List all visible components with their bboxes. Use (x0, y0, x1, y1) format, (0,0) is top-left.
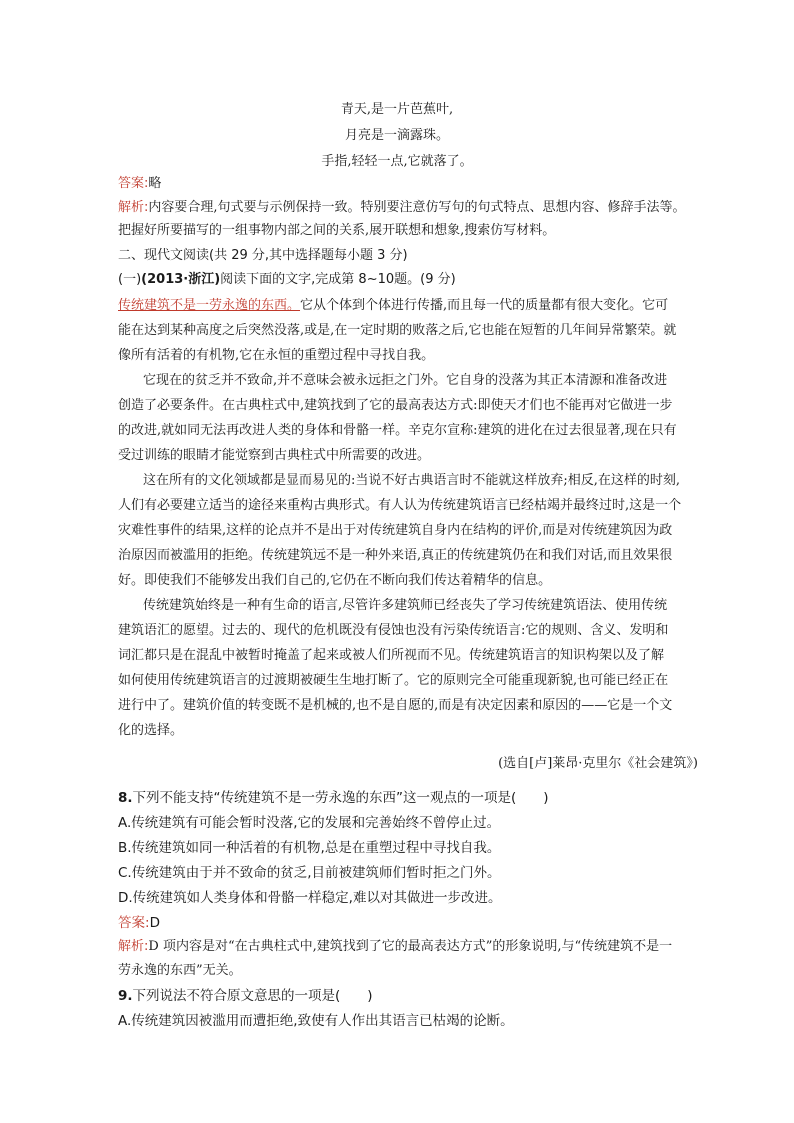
passage-p2-line-1: 它现在的贫乏并不致命,并不意味会被永远拒之门外。它自身的没落为其正本清源和准备改进 (143, 373, 668, 388)
analysis-text: 内容要合理,句式要与示例保持一致。特别要注意仿写句的句式特点、思想内容、修辞手法等。 (148, 200, 686, 215)
analysis-1-line-1 (118, 196, 698, 215)
answer-1 (118, 172, 698, 191)
passage-p1-line-2: 能在达到某种高度之后突然没落,或是,在一定时期的败落之后,它也能在短暂的几年间异常繁荣。就 (118, 323, 677, 338)
answer-label: 答案: (118, 915, 150, 931)
poem-line-1: 青天,是一片芭蕉叶, (340, 102, 454, 117)
section-title: 二、现代文阅读(共 29 分,其中选择题每小题 3 分) (118, 248, 408, 263)
passage-p4-line-4: 如何使用传统建筑语言的过渡期被硬生生地打断了。它的原则完全可能重现新貌,也可能已经正在 (118, 673, 669, 688)
passage-p4-line-1: 传统建筑始终是一种有生命的语言,尽管许多建筑师已经丧失了学习传统建筑语法、使用传统 (143, 598, 668, 613)
question-number: 9. (118, 988, 133, 1004)
q8-option-d: D.传统建筑如人类身体和骨骼一样稳定,难以对其做进一步改进。 (118, 890, 502, 906)
passage-p1-line-1 (118, 294, 698, 313)
passage-p4-line-6: 化的选择。 (118, 723, 184, 738)
passage-p1-line-3: 像所有活着的有机物,它在永恒的重塑过程中寻找自我。 (118, 348, 435, 363)
highlighted-sentence: 传统建筑不是一劳永逸的东西。 (118, 298, 301, 313)
q8-answer (118, 911, 698, 931)
passage-text: 它从个体到个体进行传播,而且每一代的质量都有很大变化。它可 (300, 298, 669, 313)
question-text: 下列说法不符合原文意思的一项是( ) (132, 988, 373, 1004)
passage-p3-line-3: 灾难性事件的结果,这样的论点并不是出于对传统建筑自身内在结构的评价,而是对传统建筑因为政 (118, 523, 673, 538)
q9-option-a: A.传统建筑因被滥用而遭拒绝,致使有人作出其语言已枯竭的论断。 (118, 1013, 514, 1029)
question-number: 8. (118, 790, 133, 806)
passage-p3-line-1: 这在所有的文化领域都是显而易见的:当说不好古典语言时不能就这样放弃;相反,在这样的时刻, (143, 473, 681, 488)
passage-p2-line-4: 受过训练的眼睛才能觉察到古典柱式中所需要的改进。 (118, 448, 431, 463)
subsection-text: 阅读下面的文字,完成第 8~10题。(9 分) (220, 272, 456, 287)
analysis-text: D 项内容是对“在古典柱式中,建筑找到了它的最高表达方式”的形象说明,与“传统建筑不是一 (148, 939, 673, 954)
subsection-heading (118, 268, 698, 287)
q8-analysis-line-1 (118, 935, 698, 954)
poem-line-3: 手指,轻轻一点,它就落了。 (321, 154, 473, 169)
analysis-1-line-2: 把握好所要描写的一组事物内部之间的关系,展开联想和想象,搜索仿写材料。 (118, 223, 556, 238)
subsection-prefix: (一) (118, 272, 142, 287)
passage-source: (选自[卢]莱昂·克里尔《社会建筑》) (498, 756, 698, 771)
passage-p3-line-5: 好。即使我们不能够发出我们自己的,它仍在不断向我们传达着精华的信息。 (118, 573, 552, 588)
q8-option-c: C.传统建筑由于并不致命的贫乏,目前被建筑师们暂时拒之门外。 (118, 865, 501, 881)
question-8-stem (118, 786, 698, 806)
answer-label: 答案: (118, 176, 149, 191)
passage-p3-line-2: 人们有必要建立适当的途径来重构古典形式。有人认为传统建筑语言已经枯竭并最终过时,这是一个 (118, 498, 682, 513)
passage-p4-line-2: 建筑语汇的愿望。过去的、现代的危机既没有侵蚀也没有污染传统语言:它的规则、含义、发明和 (118, 623, 669, 638)
q8-option-a: A.传统建筑有可能会暂时没落,它的发展和完善始终不曾停止过。 (118, 815, 501, 831)
passage-p4-line-5: 进行中了。建筑价值的转变既不是机械的,也不是自愿的,而是有决定因素和原因的——它是一个文 (118, 698, 673, 713)
subsection-source: (2013·浙江) (141, 272, 221, 287)
answer-text: 略 (148, 176, 162, 191)
passage-p2-line-3: 的改进,就如同无法再改进人类的身体和骨骼一样。辛克尔宣称:建筑的进化在过去很显著,现在只有 (118, 423, 677, 438)
analysis-label: 解析: (118, 939, 149, 954)
passage-p4-line-3: 词汇都只是在混乱中被暂时掩盖了起来或被人们所视而不见。传统建筑语言的知识构架以及了解 (118, 648, 665, 663)
question-9-stem (118, 984, 698, 1004)
q8-option-b: B.传统建筑如同一种活着的有机物,总是在重塑过程中寻找自我。 (118, 840, 501, 856)
passage-p2-line-2: 创造了必要条件。在古典柱式中,建筑找到了它的最高表达方式:即使天才们也不能再对它做进一步 (118, 398, 673, 413)
passage-p3-line-4: 治原因而被滥用的拒绝。传统建筑远不是一种外来语,真正的传统建筑仍在和我们对话,而且效果很 (118, 548, 673, 563)
poem-line-2: 月亮是一滴露珠。 (344, 128, 449, 143)
answer-value: D (149, 915, 160, 931)
q8-analysis-line-2: 劳永逸的东西”无关。 (118, 963, 242, 978)
analysis-label: 解析: (118, 200, 149, 215)
question-text: 下列不能支持“传统建筑不是一劳永逸的东西”这一观点的一项是( ) (132, 790, 549, 806)
